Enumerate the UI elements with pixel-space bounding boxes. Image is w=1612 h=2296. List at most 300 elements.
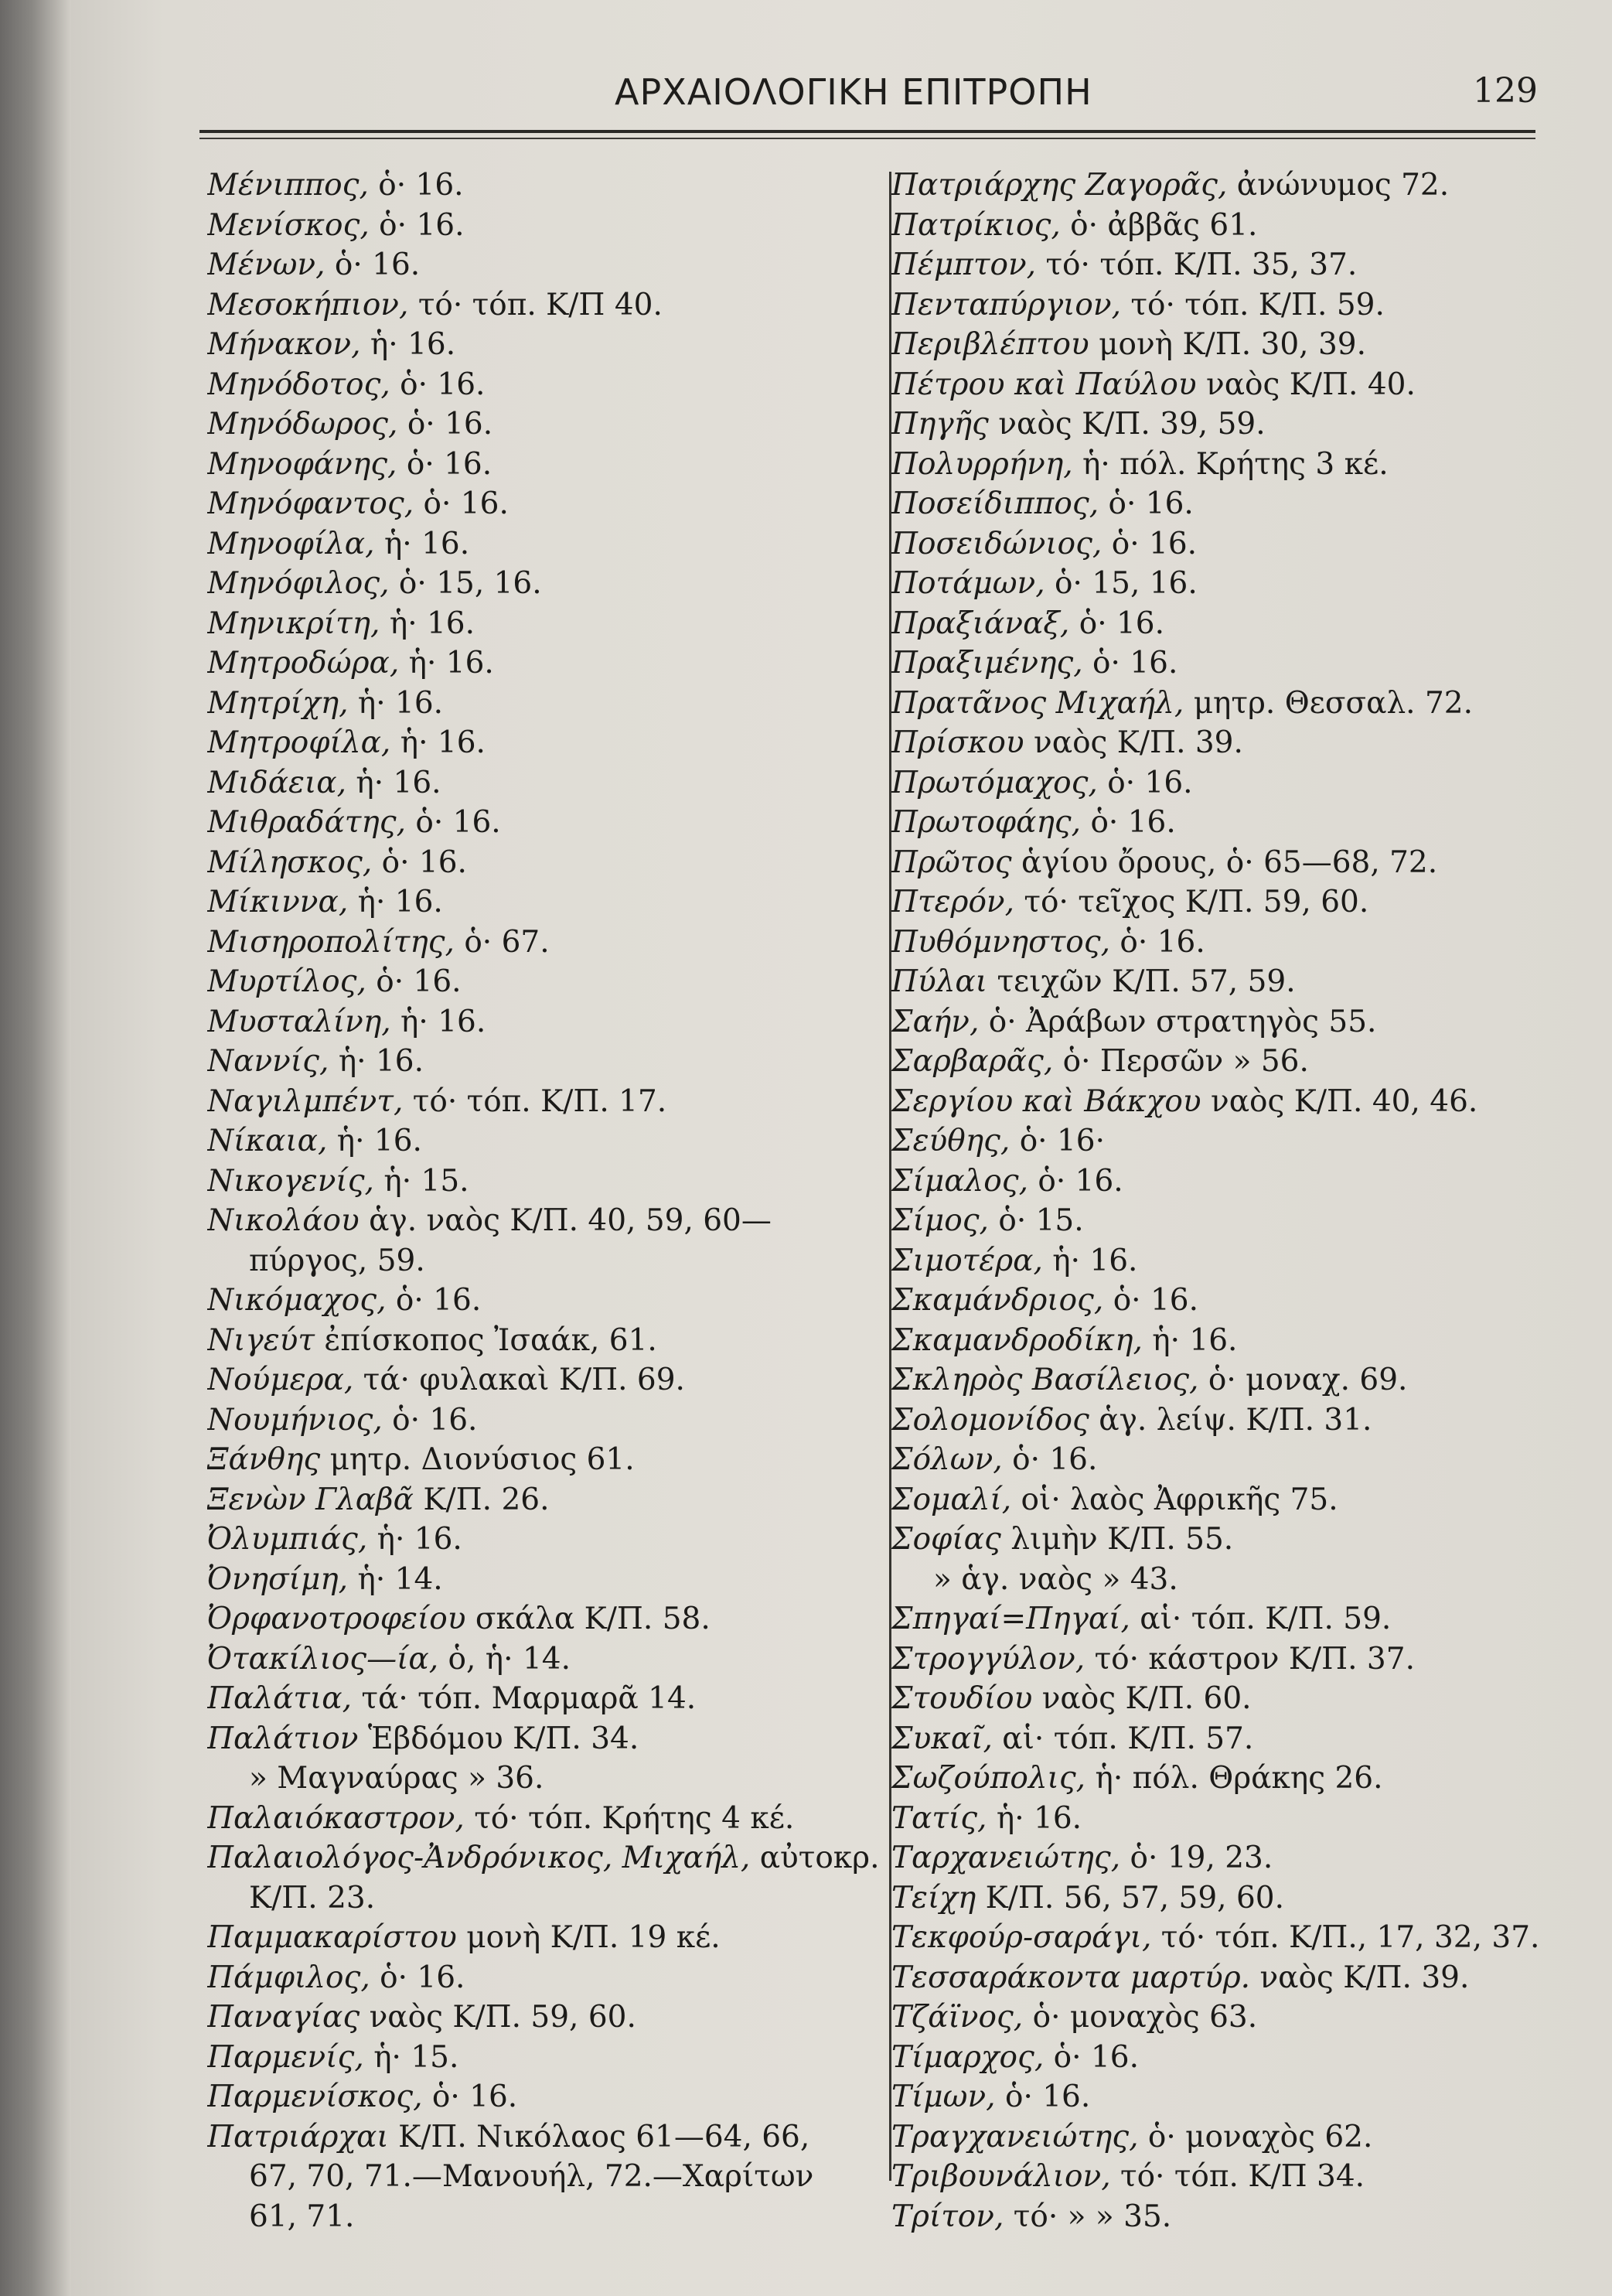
index-reference: ὁ· 16.: [405, 805, 501, 840]
index-headword: Ποσειδώνιος,: [891, 526, 1102, 561]
index-reference: ἐπίσκοπος Ἰσαάκ, 61.: [314, 1322, 657, 1358]
index-headword: Νούμερα,: [207, 1363, 354, 1397]
index-reference: ὁ, ἡ· 14.: [438, 1641, 571, 1677]
index-headword: Πατριάρχαι: [207, 2119, 389, 2154]
index-headword: Σεργίου καὶ Βάκχου: [891, 1083, 1201, 1119]
index-headword: Νίκαια,: [207, 1124, 328, 1158]
index-headword: Τίμαρχος,: [891, 2039, 1045, 2075]
index-reference: ἡ· 14.: [348, 1561, 443, 1597]
index-headword: Τραγχανειώτης,: [891, 2119, 1139, 2154]
index-headword: Μισηροπολίτης,: [207, 924, 455, 960]
index-entry: [891, 1599, 1572, 1639]
index-entry: [207, 684, 888, 724]
index-entry: [207, 1679, 888, 1719]
index-entry: [891, 1838, 1572, 1878]
index-reference: ὁ· 16.: [369, 207, 465, 243]
index-headword: Μηνοφάνης,: [207, 446, 397, 482]
index-entry: [891, 2038, 1572, 2078]
index-reference: λιμὴν Κ/Π. 55.: [1000, 1522, 1234, 1557]
index-entry: [891, 365, 1572, 405]
index-headword: Τατίς,: [891, 1800, 987, 1836]
index-headword: Μυσταλίνη,: [207, 1004, 391, 1039]
index-entry: [207, 1082, 888, 1122]
index-reference: ναὸς Κ/Π. 40, 46.: [1201, 1083, 1478, 1119]
index-reference: ὁ· μοναχὸς 63.: [1023, 2000, 1258, 2035]
index-entry: [207, 1042, 888, 1082]
index-headword: Πρατᾶνος Μιχαήλ,: [891, 685, 1184, 721]
index-entry: [891, 1520, 1572, 1560]
index-headword: Ξενὼν Γλαβᾶ: [207, 1482, 414, 1517]
index-headword: Παλάτια,: [207, 1681, 353, 1716]
index-reference: ὁ· 16.: [1102, 526, 1198, 561]
index-column-left: [207, 165, 888, 2236]
index-reference: 61, 71.: [249, 2199, 355, 2234]
index-entry: [891, 723, 1572, 763]
index-headword: Νιγεύτ: [207, 1322, 315, 1358]
index-entry: [207, 1201, 888, 1241]
index-headword: Πολυρρήνη,: [891, 446, 1073, 482]
index-reference: οἱ· λαὸς Ἀφρικῆς 75.: [1011, 1482, 1338, 1517]
index-headword: Σκαμάνδριος,: [891, 1283, 1104, 1318]
index-reference: ἡ· 16.: [360, 327, 456, 362]
index-entry: [207, 564, 888, 604]
index-entry: [891, 2197, 1572, 2237]
book-spine-shadow: [0, 0, 71, 2296]
index-headword: Μητρίχη,: [207, 685, 349, 721]
index-entry: [891, 1002, 1572, 1042]
index-headword: Παλάτιον: [207, 1721, 359, 1756]
index-entry: [207, 1520, 888, 1560]
index-reference: μονὴ Κ/Π. 30, 39.: [1089, 327, 1366, 362]
index-reference: ἀνώνυμος 72.: [1227, 168, 1450, 203]
index-reference: Ἑβδόμου Κ/Π. 34.: [358, 1721, 639, 1756]
index-reference: ἁγ. λείψ. Κ/Π. 31.: [1089, 1402, 1372, 1438]
index-entry: [891, 643, 1572, 684]
index-entry: [891, 803, 1572, 843]
index-reference: ἡ· πόλ. Θράκης 26.: [1085, 1761, 1383, 1796]
index-headword: Μυρτίλος,: [207, 964, 366, 999]
index-entry: [891, 1281, 1572, 1321]
index-entry: [891, 1759, 1572, 1799]
index-reference: ἁγίου ὄρους, ὁ· 65—68, 72.: [1011, 844, 1438, 880]
index-entry: [891, 1918, 1572, 1958]
index-headword: Ναγιλμπέντ,: [207, 1083, 404, 1119]
index-entry: [207, 1958, 888, 1998]
index-reference: ὁ· 67.: [454, 924, 550, 960]
index-entry: [891, 763, 1572, 803]
index-entry: [891, 285, 1572, 326]
index-reference: ὁ· 16.: [1103, 1283, 1198, 1318]
index-reference: τό· τόπ. Κ/Π 34.: [1110, 2159, 1365, 2194]
index-entry: [207, 285, 888, 326]
index-reference: τό· τεῖχος Κ/Π. 59, 60.: [1014, 885, 1369, 919]
index-entry: [207, 1002, 888, 1042]
index-headword: Σπηγαί=Πηγαί,: [891, 1602, 1130, 1636]
index-reference: τά· τόπ. Μαρμαρᾶ 14.: [352, 1681, 697, 1716]
index-headword: Πραξιμένης,: [891, 646, 1083, 681]
index-entry: [207, 1997, 888, 2038]
index-headword: Σοφίας: [891, 1522, 1001, 1557]
index-headword: Σεύθης,: [891, 1124, 1010, 1158]
index-reference: ὁ· 15, 16.: [389, 566, 542, 601]
index-reference: μητρ. Θεσσαλ. 72.: [1184, 685, 1473, 721]
index-reference: ὁ· 16.: [414, 486, 509, 521]
index-headword: Μήνακον,: [207, 327, 361, 362]
index-headword: Νικόμαχος,: [207, 1283, 387, 1318]
index-reference: τό· τόπ. Κρήτης 4 κέ.: [464, 1800, 795, 1836]
index-reference: ὁ· Περσῶν » 56.: [1053, 1044, 1309, 1079]
index-entry: [891, 1241, 1572, 1281]
index-reference: ἡ· 16.: [1142, 1322, 1238, 1358]
index-reference: Κ/Π. 56, 57, 59, 60.: [976, 1880, 1284, 1916]
index-entry: [891, 524, 1572, 565]
index-headword: Μιθραδάτης,: [207, 805, 406, 840]
index-entry: [207, 2038, 888, 2078]
index-entry: [207, 1281, 888, 1321]
index-reference: ἡ· 16.: [374, 526, 470, 561]
index-reference: ὁ· 16.: [1110, 924, 1205, 960]
index-headword: Μένιππος,: [207, 168, 369, 203]
index-reference: » Μαγναύρας » 36.: [249, 1761, 544, 1796]
index-entry: [207, 1480, 888, 1520]
index-entry: [891, 1560, 1572, 1600]
index-headword: Μητροδώρα,: [207, 646, 400, 681]
index-entry: [207, 1838, 888, 1878]
index-reference: ἡ· 16.: [399, 646, 494, 681]
index-headword: Ποτάμων,: [891, 566, 1045, 601]
index-reference: ὁ· μοναχὸς 62.: [1138, 2119, 1373, 2154]
index-reference: 67, 70, 71.—Μανουήλ, 72.—Χαρίτων: [249, 2159, 814, 2194]
index-headword: Μηνοφίλα,: [207, 526, 375, 561]
index-headword: Παναγίας: [207, 2000, 360, 2035]
index-reference: τό· τόπ. Κ/Π., 17, 32, 37.: [1151, 1920, 1540, 1955]
index-reference: Κ/Π. 26.: [413, 1482, 550, 1517]
index-reference: αὐτοκρ.: [750, 1841, 880, 1875]
index-reference: τό· τόπ. Κ/Π. 59.: [1121, 287, 1385, 322]
index-entry: [891, 2157, 1572, 2197]
index-entry: [891, 1878, 1572, 1919]
index-reference: ὁ· 16.: [370, 1960, 465, 1995]
index-entry: [891, 1201, 1572, 1241]
index-entry: [207, 604, 888, 644]
index-reference: ἡ· 15.: [373, 1163, 469, 1199]
index-entry: [891, 684, 1572, 724]
index-headword: Μένων,: [207, 247, 325, 282]
index-headword: Ποσείδιππος,: [891, 486, 1099, 521]
index-headword: Τείχη: [891, 1880, 976, 1916]
index-entry: [891, 1440, 1572, 1480]
index-reference: ὁ· 15, 16.: [1045, 566, 1198, 601]
index-headword: Πρωτόμαχος,: [891, 765, 1098, 800]
index-headword: Πενταπύργιον,: [891, 287, 1122, 322]
index-headword: Μητροφίλα,: [207, 725, 391, 760]
index-entry: [207, 1918, 888, 1958]
index-reference: ναὸς Κ/Π. 39, 59.: [988, 407, 1266, 442]
index-headword: Τεσσαράκοντα μαρτύρ.: [891, 1960, 1251, 1995]
index-entry: [207, 882, 888, 923]
index-entry: [891, 1321, 1572, 1361]
index-entry: [207, 2157, 888, 2197]
index-entry: [891, 1480, 1572, 1520]
index-headword: Πηγῆς: [891, 407, 989, 442]
index-entry: [207, 2077, 888, 2117]
index-headword: Παρμενίσκος,: [207, 2079, 423, 2114]
index-reference: ὁ· 19, 23.: [1120, 1841, 1273, 1875]
index-headword: Πρωτοφάης,: [891, 805, 1082, 840]
index-entry: [891, 206, 1572, 246]
index-reference: ναὸς Κ/Π. 39.: [1024, 725, 1243, 760]
index-headword: Σιμοτέρα,: [891, 1243, 1043, 1278]
index-headword: Περιβλέπτου: [891, 327, 1089, 362]
index-reference: ἡ· πόλ. Κρήτης 3 κέ.: [1072, 446, 1389, 482]
index-reference: ὁ· 16.: [325, 247, 421, 282]
index-entry: [891, 882, 1572, 923]
index-reference: ἡ· 16.: [346, 765, 441, 800]
index-reference: ναὸς Κ/Π. 40.: [1196, 367, 1416, 402]
index-reference: ὁ· μοναχ. 69.: [1198, 1363, 1408, 1397]
index-reference: ὁ· Ἀράβων στρατηγὸς 55.: [979, 1004, 1377, 1039]
index-headword: Μίκιννα,: [207, 885, 349, 919]
index-headword: Τρίτον,: [891, 2199, 1004, 2234]
index-reference: Κ/Π. 23.: [249, 1880, 376, 1916]
index-entry: [891, 1042, 1572, 1082]
index-headword: Ὀρφανοτροφείου: [207, 1602, 466, 1636]
index-headword: Μίλησκος,: [207, 844, 373, 880]
index-reference: ὁ· 16.: [368, 168, 464, 203]
index-reference: αἱ· τόπ. Κ/Π. 57.: [992, 1721, 1254, 1756]
index-reference: ἁγ. ναὸς Κ/Π. 40, 59, 60—: [359, 1203, 772, 1238]
index-headword: Μηνόφαντος,: [207, 486, 414, 521]
index-headword: Πυθόμνηστος,: [891, 924, 1111, 960]
index-entry: [207, 1400, 888, 1441]
index-reference: σκάλα Κ/Π. 58.: [465, 1602, 711, 1636]
index-reference: ὁ· 16.: [372, 844, 467, 880]
index-entry: [891, 404, 1572, 445]
index-entry: [891, 962, 1572, 1002]
index-entry: [207, 1560, 888, 1600]
index-headword: Πτερόν,: [891, 885, 1015, 919]
index-reference: τά· φυλακαὶ Κ/Π. 69.: [353, 1363, 685, 1397]
index-headword: Ναννίς,: [207, 1044, 329, 1079]
index-headword: Πρῶτος: [891, 844, 1012, 880]
index-entry: [891, 1639, 1572, 1680]
index-headword: Παλαιόκαστρον,: [207, 1800, 465, 1836]
index-headword: Ὀλυμπιάς,: [207, 1522, 368, 1557]
index-entry: [891, 1162, 1572, 1202]
index-column-right: [891, 165, 1572, 2236]
index-reference: ὁ· 16.: [390, 367, 486, 402]
index-headword: Πύλαι: [891, 964, 988, 999]
index-headword: Μηνόφιλος,: [207, 566, 390, 601]
index-entry: [891, 1997, 1572, 2038]
index-headword: Σαήν,: [891, 1004, 980, 1039]
index-entry: [207, 763, 888, 803]
index-headword: Ταρχανειώτης,: [891, 1841, 1121, 1875]
index-reference: ὁ· 16.: [1099, 486, 1194, 521]
index-reference: ἡ· 16.: [390, 725, 486, 760]
index-entry: [891, 325, 1572, 365]
index-reference: ὁ· 16.: [386, 1283, 482, 1318]
index-reference: αἱ· τόπ. Κ/Π. 59.: [1130, 1602, 1392, 1636]
header-rule-thin: [199, 138, 1535, 139]
index-entry: [207, 1321, 888, 1361]
index-entry: [207, 365, 888, 405]
index-entry: [207, 1799, 888, 1839]
index-entry: [891, 445, 1572, 485]
index-entry: [207, 1121, 888, 1162]
index-entry: [207, 1599, 888, 1639]
index-headword: Νικολάου: [207, 1203, 360, 1238]
index-entry: [207, 962, 888, 1002]
index-reference: ὁ· 16.: [397, 407, 493, 442]
index-headword: Σαρβαρᾶς,: [891, 1044, 1054, 1079]
index-reference: ὁ· 16.: [1028, 1163, 1123, 1199]
index-reference: ὁ· 16.: [1002, 1442, 1098, 1477]
index-headword: Μεσοκήπιον,: [207, 287, 409, 322]
index-headword: Τίμων,: [891, 2079, 996, 2114]
index-reference: ὁ· 16.: [422, 2079, 518, 2114]
index-headword: Μηνόδοτος,: [207, 367, 390, 402]
index-entry: [207, 1759, 888, 1799]
index-headword: Μηνόδωρος,: [207, 407, 398, 442]
index-reference: τειχῶν Κ/Π. 57, 59.: [987, 964, 1296, 999]
index-entry: [207, 404, 888, 445]
index-reference: μητρ. Διονύσιος 61.: [320, 1442, 635, 1477]
index-headword: Πατρίκιος,: [891, 207, 1061, 243]
index-entry: [207, 1360, 888, 1400]
index-reference: ἡ· 16.: [1042, 1243, 1138, 1278]
index-headword: Τριβουνάλιον,: [891, 2159, 1111, 2194]
index-reference: τό· » » 35.: [1004, 2199, 1172, 2234]
index-headword: Συκαῖ,: [891, 1721, 993, 1756]
index-reference: ἡ· 16.: [367, 1522, 462, 1557]
index-headword: Σίμος,: [891, 1203, 989, 1238]
index-entry: [891, 1400, 1572, 1441]
index-reference: ὁ· ἀββᾶς 61.: [1060, 207, 1258, 243]
index-entry: [891, 165, 1572, 206]
index-reference: ὁ· 16.: [397, 446, 492, 482]
index-reference: Κ/Π. Νικόλαος 61—64, 66,: [388, 2119, 810, 2154]
index-entry: [207, 1241, 888, 1281]
index-headword: Σωζούπολις,: [891, 1761, 1086, 1796]
index-entry: [207, 1878, 888, 1919]
index-entry: [891, 843, 1572, 883]
index-headword: Ὀνησίμη,: [207, 1561, 349, 1597]
index-headword: Πέτρου καὶ Παύλου: [891, 367, 1197, 402]
index-entry: [207, 723, 888, 763]
index-reference: ἡ· 16.: [987, 1800, 1082, 1836]
index-entry: [207, 643, 888, 684]
index-headword: Στουδίου: [891, 1681, 1033, 1716]
index-entry: [891, 484, 1572, 524]
index-headword: Νικογενίς,: [207, 1163, 374, 1199]
index-reference: ἡ· 16.: [327, 1124, 422, 1158]
index-entry: [891, 1719, 1572, 1759]
header-rule-thick: [199, 130, 1535, 133]
index-entry: [207, 206, 888, 246]
running-title: ΑΡΧΑΙΟΛΟΓΙΚΗ ΕΠΙΤΡΟΠΗ: [615, 71, 1092, 113]
index-entry: [207, 1639, 888, 1680]
index-entry: [207, 165, 888, 206]
index-reference: τό· τόπ. Κ/Π. 35, 37.: [1036, 247, 1358, 282]
index-reference: ὁ· 16.: [366, 964, 462, 999]
index-entry: [207, 245, 888, 285]
index-reference: τό· τόπ. Κ/Π. 17.: [403, 1083, 667, 1119]
index-headword: Πρίσκου: [891, 725, 1024, 760]
index-reference: » ἁγ. ναὸς » 43.: [933, 1561, 1178, 1597]
index-entry: [891, 245, 1572, 285]
index-headword: Παλαιολόγος-Ἀνδρόνικος, Μιχαήλ,: [207, 1841, 751, 1875]
index-entry: [891, 1679, 1572, 1719]
page-number: 129: [1473, 71, 1538, 111]
index-entry: [891, 1958, 1572, 1998]
index-reference: ἡ· 16.: [390, 1004, 486, 1039]
index-headword: Πάμφιλος,: [207, 1960, 370, 1995]
index-headword: Στρογγύλον,: [891, 1641, 1085, 1677]
index-entry: [207, 923, 888, 963]
index-headword: Τεκφούρ-σαράγι,: [891, 1920, 1152, 1955]
index-entry: [207, 1440, 888, 1480]
index-reference: ναὸς Κ/Π. 59, 60.: [360, 2000, 636, 2035]
index-reference: ἡ· 16.: [329, 1044, 424, 1079]
index-reference: πύργος, 59.: [249, 1243, 425, 1278]
index-reference: μονὴ Κ/Π. 19 κέ.: [456, 1920, 721, 1955]
index-headword: Πέμπτον,: [891, 247, 1037, 282]
index-reference: ὁ· 16.: [995, 2079, 1091, 2114]
index-reference: ὁ· 16.: [1069, 606, 1165, 641]
index-entry: [891, 923, 1572, 963]
index-entry: [207, 325, 888, 365]
index-entry: [891, 1082, 1572, 1122]
index-entry: [207, 1719, 888, 1759]
index-entry: [891, 564, 1572, 604]
index-entry: [207, 445, 888, 485]
index-entry: [207, 2197, 888, 2237]
index-reference: ὁ· 16·: [1010, 1124, 1105, 1158]
index-reference: τό· τόπ. Κ/Π 40.: [408, 287, 663, 322]
index-headword: Πατριάρχης Ζαγορᾶς,: [891, 168, 1228, 203]
index-reference: ὁ· 16.: [1082, 646, 1178, 681]
index-headword: Σολομονίδος: [891, 1402, 1089, 1438]
index-headword: Παρμενίς,: [207, 2039, 364, 2075]
index-entry: [207, 843, 888, 883]
index-entry: [207, 484, 888, 524]
index-reference: ἡ· 16.: [380, 606, 475, 641]
index-headword: Σομαλί,: [891, 1482, 1012, 1517]
index-headword: Παμμακαρίστου: [207, 1920, 457, 1955]
index-reference: ὁ· 16.: [1044, 2039, 1139, 2075]
index-reference: ἡ· 16.: [348, 685, 444, 721]
index-entry: [891, 604, 1572, 644]
index-entry: [207, 524, 888, 565]
index-headword: Ξάνθης: [207, 1442, 321, 1477]
index-entry: [891, 1360, 1572, 1400]
index-reference: ναὸς Κ/Π. 39.: [1250, 1960, 1470, 1995]
index-headword: Τζάϊνος,: [891, 2000, 1024, 2035]
index-entry: [207, 2117, 888, 2158]
index-headword: Σίμαλος,: [891, 1163, 1028, 1199]
index-headword: Νουμήνιος,: [207, 1402, 383, 1438]
index-entry: [207, 803, 888, 843]
index-headword: Ὀτακίλιος—ία,: [207, 1641, 439, 1677]
index-reference: ἡ· 16.: [348, 885, 443, 919]
index-entry: [891, 1121, 1572, 1162]
index-entry: [891, 2117, 1572, 2158]
index-entry: [891, 1799, 1572, 1839]
index-headword: Σκληρὸς Βασίλειος,: [891, 1363, 1199, 1397]
index-headword: Μενίσκος,: [207, 207, 370, 243]
index-entry: [891, 2077, 1572, 2117]
